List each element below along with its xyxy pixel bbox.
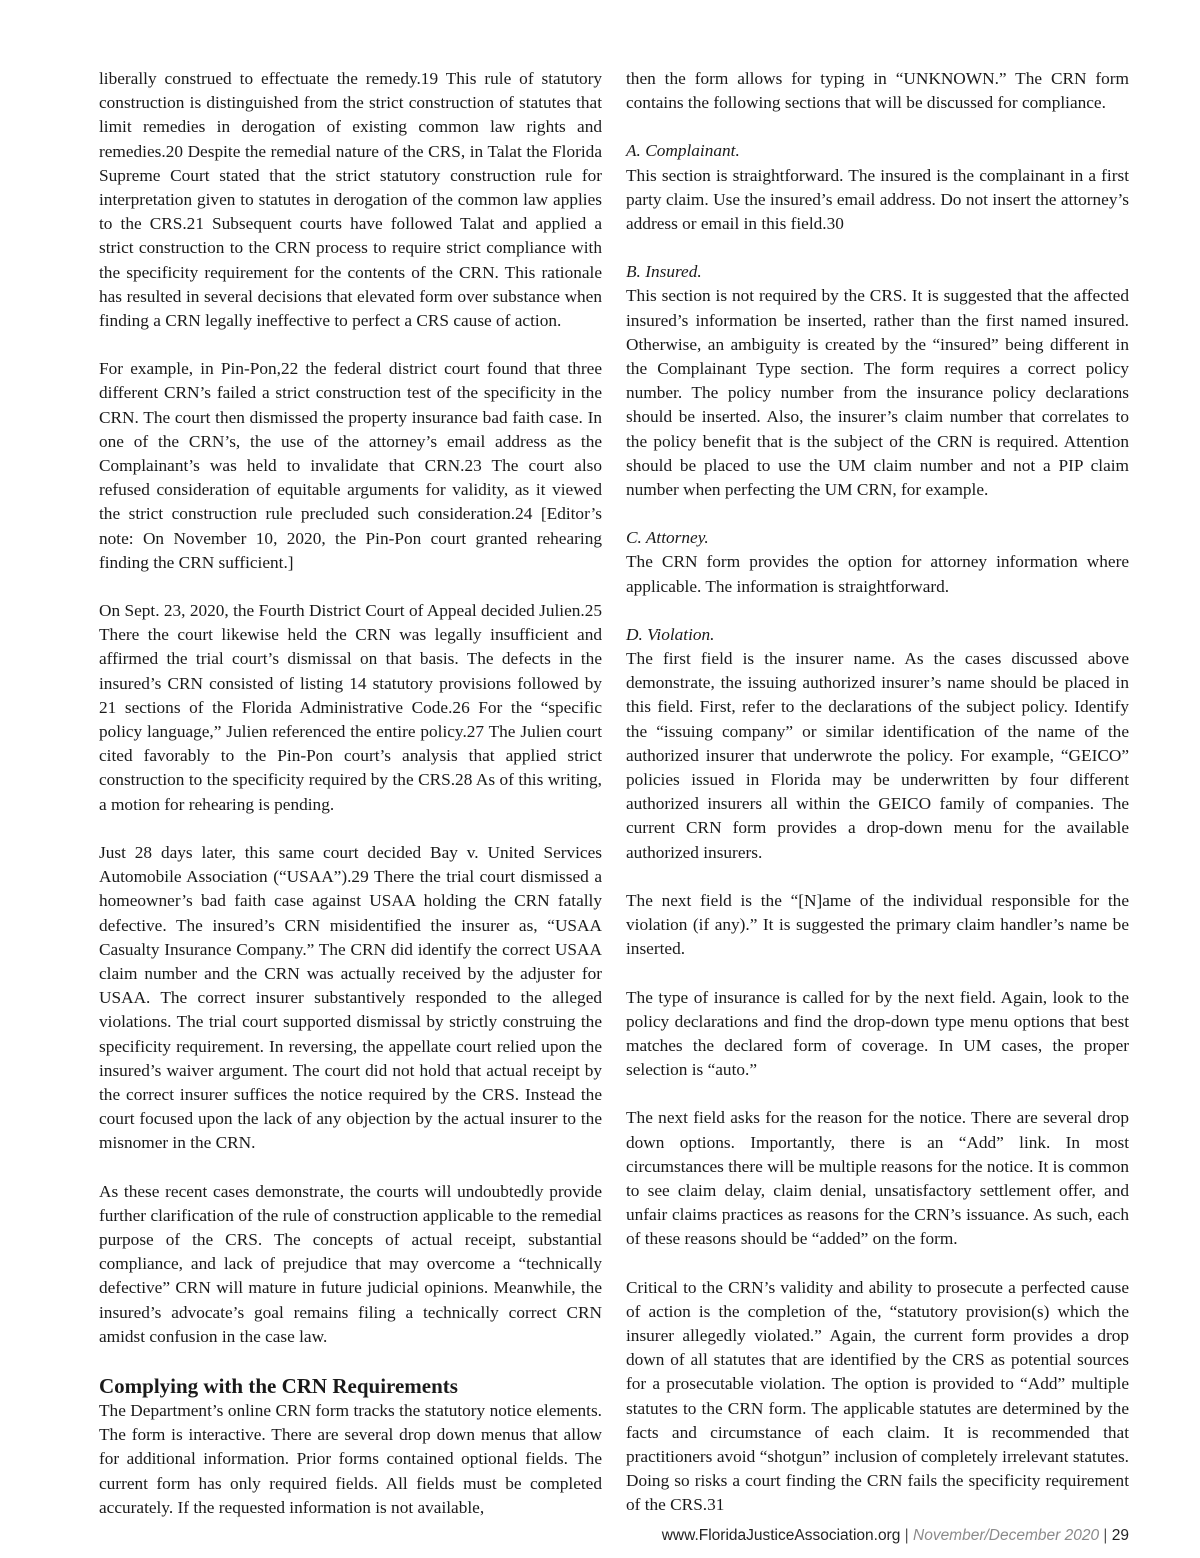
subsection-heading: A. Complainant. bbox=[626, 141, 740, 161]
section-complainant bbox=[626, 139, 1129, 236]
left-column bbox=[99, 60, 602, 1544]
footer-separator: | bbox=[1103, 1527, 1108, 1544]
footer-website: www.FloridaJusticeAssociation.org bbox=[661, 1527, 901, 1544]
footer-issue: November/December 2020 bbox=[913, 1527, 1100, 1544]
page-footer bbox=[662, 1527, 1129, 1545]
subsection-heading: C. Attorney. bbox=[626, 528, 709, 548]
body-paragraph: The Department’s online CRN form tracks the statutory notice elements. The form is interactive. There are several drop down menus that allow for additional information. Prior forms contained optional fields. The current form has only required fields. All fields must be completed accurately. If the requested information is not available, bbox=[99, 1400, 602, 1517]
body-paragraph: The CRN form provides the option for attorney information where applicable. The information is straightforward. bbox=[626, 552, 1129, 596]
footer-page-number: 29 bbox=[1111, 1527, 1129, 1544]
body-paragraph: then the form allows for typing in “UNKNOWN.” The CRN form contains the following sections that will be discussed for compliance. bbox=[626, 69, 1129, 113]
subsection-heading: B. Insured. bbox=[626, 262, 702, 282]
body-paragraph: This section is straightforward. The insured is the complainant in a first party claim. Use the insured’s email address. Do not insert the attorney’s address or email in this field.30 bbox=[626, 165, 1129, 234]
body-paragraph: liberally construed to effectuate the remedy.19 This rule of statutory construction is distinguished from the strict construction of statutes that limit remedies in derogation of existing common law rights and remedies.20 Despite the remedial nature of the CRS, in Talat the Florida Supreme Court stated that the strict statutory construction rule for interpretation given to statutes in derogation of the common law applies to the CRS.21 Subsequent courts have followed Talat and applied a strict construction to the CRN process to require strict compliance with the specificity requirement for the contents of the CRN. This rationale has resulted in several decisions that elevated form over substance when finding a CRN legally ineffective to perfect a CRS cause of action. bbox=[99, 69, 602, 331]
body-paragraph: On Sept. 23, 2020, the Fourth District Court of Appeal decided Julien.25 There the court likewise held the CRN was legally insufficient and affirmed the trial court’s dismissal on that basis. The defects in the insured’s CRN consisted of listing 14 statutory provisions followed by 21 sections of the Florida Administrative Code.26 For the “specific policy language,” Julien referenced the entire policy.27 The Julien court cited favorably to the Pin-Pon court’s analysis that applied strict construction to the specificity required by the CRS.28 As of this writing, a motion for rehearing is pending. bbox=[99, 601, 602, 814]
body-paragraph: Just 28 days later, this same court decided Bay v. United Services Automobile Association (“USAA”).29 There the trial court dismissed a homeowner’s bad faith case against USAA holding the CRN fatally defective. The insured’s CRN misidentified the insurer as, “USAA Casualty Insurance Company.” The CRN did identify the correct USAA claim number and the CRN was actually received by the adjuster for USAA. The correct insurer substantively responded to the alleged violations. The trial court supported dismissal by strictly construing the specificity requirement. In reversing, the appellate court relied upon the insured’s waiver argument. The court did not hold that actual receipt by the correct insurer suffices the notice required by the CRS. Instead the court focused upon the lack of any objection by the actual insurer to the misnomer in the CRN. bbox=[99, 842, 602, 1153]
section-violation bbox=[626, 623, 1129, 1518]
body-paragraph: The next field asks for the reason for the notice. There are several drop down options. Importantly, there is an “Add” link. In most circumstances there will be multiple reasons for the notice. It is common to see claim delay, claim denial, unsatisfactory settlement offer, and unfair claims practices as reasons for the CRN’s issuance. As such, each of these reasons should be “added” on the form. bbox=[626, 1108, 1129, 1249]
body-paragraph: The next field is the “[N]ame of the individual responsible for the violation (if any).” It is suggested the primary claim handler’s name be inserted. bbox=[626, 890, 1129, 959]
footer-separator: | bbox=[904, 1527, 909, 1544]
body-paragraph: For example, in Pin-Pon,22 the federal district court found that three different CRN’s failed a strict construction test of the specificity in the CRN. The court then dismissed the property insurance bad faith case. In one of the CRN’s, the use of the attorney’s email address as the Complainant’s was held to invalidate that CRN.23 The court also refused consideration of equitable arguments for validity, as it viewed the strict construction rule precluded such consideration.24 [Editor’s note: On November 10, 2020, the Pin-Pon court granted rehearing finding the CRN sufficient.] bbox=[99, 359, 602, 572]
body-paragraph: As these recent cases demonstrate, the courts will undoubtedly provide further clarification of the rule of construction applicable to the remedial purpose of the CRS. The concepts of actual receipt, substantial compliance, and lack of prejudice that may overcome a “technically defective” CRN will mature in future judicial opinions. Meanwhile, the insured’s advocate’s goal remains filing a technically correct CRN amidst confusion in the case law. bbox=[99, 1181, 602, 1346]
right-column bbox=[626, 60, 1129, 1542]
subsection-heading: D. Violation. bbox=[626, 624, 715, 644]
body-paragraph: The type of insurance is called for by the next field. Again, look to the policy declarations and find the drop-down type menu options that best matches the declared form of coverage. In UM cases, the proper selection is “auto.” bbox=[626, 987, 1129, 1080]
section-attorney bbox=[626, 526, 1129, 599]
body-paragraph: This section is not required by the CRS. It is suggested that the affected insured’s information be inserted, rather than the first named insured. Otherwise, an ambiguity is created by the “insured” being different in the Complainant Type section. The form requires a correct policy number. The policy number from the insurance policy declarations should be inserted. Also, the insurer’s claim number that correlates to the policy benefit that is the subject of the CRN is required. Attention should be placed to use the UM claim number and not a PIP claim number when perfecting the UM CRN, for example. bbox=[626, 286, 1129, 500]
body-paragraph: Critical to the CRN’s validity and ability to prosecute a perfected cause of action is the completion of the, “statutory provision(s) which the insurer allegedly violated.” Again, the current form provides a drop down of all statutes that are identified by the CRS as potential sources for a prosecutable violation. The option is provided to “Add” multiple statutes to the CRN form. The applicable statutes are determined by the facts and circumstance of each claim. It is recommended that practitioners avoid “shotgun” inclusion of completely irrelevant statutes. Doing so risks a court finding the CRN fails the specificity requirement of the CRS.31 bbox=[626, 1277, 1129, 1515]
section-title: Complying with the CRN Requirements bbox=[99, 1373, 458, 1398]
section-insured bbox=[626, 260, 1129, 502]
body-paragraph: The first field is the insurer name. As the cases discussed above demonstrate, the issuing authorized insurer’s name should be placed in this field. First, refer to the declarations of the subject policy. Identify the “issuing company” or similar identification of the name of the authorized insurer that underwrote the policy. For example, “GEICO” policies issued in Florida may be underwritten by four different authorized insurers all within the GEICO family of companies. The current CRN form provides a drop-down menu for the available authorized insurers. bbox=[626, 649, 1129, 862]
